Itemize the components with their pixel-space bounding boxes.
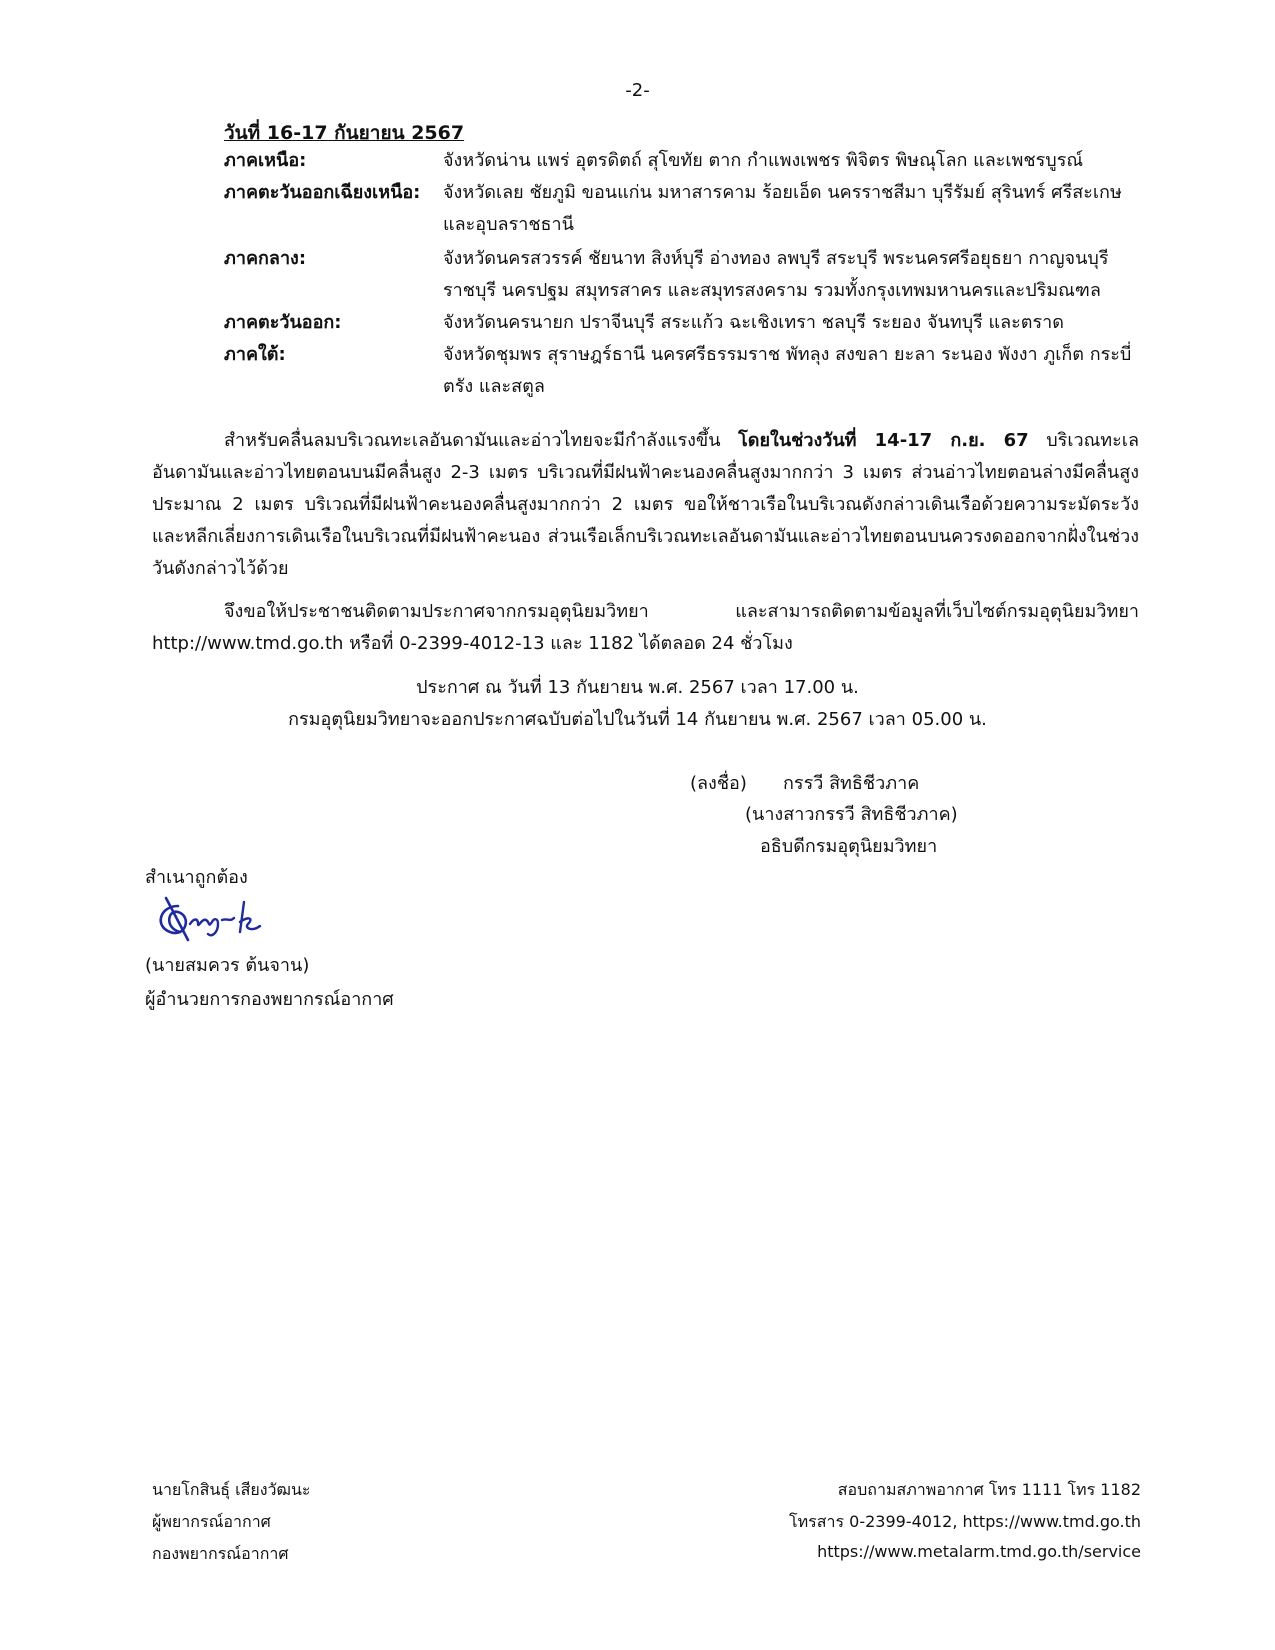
footer-division: กองพยากรณ์อากาศ [152,1544,289,1563]
footer-forecaster-title: ผู้พยากรณ์อากาศ [152,1512,271,1531]
region-line: จังหวัดน่าน แพร่ อุตรดิตถ์ สุโขทัย ตาก กำแพงเพชร พิจิตร พิษณุโลก และเพชรบูรณ์ [443,150,1084,171]
region-line: จังหวัดเลย ชัยภูมิ ขอนแก่น มหาสารคาม ร้อยเอ็ด นครราชสีมา บุรีรัมย์ สุรินทร์ ศรีสะเกษ [443,182,1122,203]
wave-paragraph-text: บริเวณทะเลอันดามันและอ่าวไทยตอนบนมีคลื่นสูง 2-3 เมตร บริเวณที่มีฝนฟ้าคะนองคลื่นสูงมากกว่า 3 เมตร ส่วนอ่าวไทยตอนล่างมีคลื่นสูงประมาณ 2 เมตร บริเวณที่มีฝนฟ้าคะนองคลื่นสูงมากกว่า 2 เมตร ขอให้ชาวเรือในบริเวณดังกล่าวเดินเรือด้วยความระมัดระวังและหลีกเลี่ยงการเดินเรือในบริเวณที่มีฝนฟ้าคะนอง ส่วนเรือเล็กบริเวณทะเลอันดามันและอ่าวไทยตอนบนควรงดออกจากฝั่งในช่วงวันดังกล่าวไว้ด้วย [152,430,1139,579]
region-provinces-east [443,307,1143,339]
signer-position: อธิบดีกรมอุตุนิยมวิทยา [760,836,938,857]
wave-paragraph-bold: โดยในช่วงวันที่ 14-17 ก.ย. 67 [738,430,1029,451]
announce-line: ประกาศ ณ วันที่ 13 กันยายน พ.ศ. 2567 เวลา 17.00 น. [416,677,859,698]
footer-fax-website: โทรสาร 0-2399-4012, https://www.tmd.go.th [789,1512,1141,1531]
region-label-east: ภาคตะวันออก: [224,312,342,333]
certified-label: สำเนาถูกต้อง [145,867,248,888]
signed-name: กรรวี สิทธิชีวภาค [783,773,920,794]
region-provinces-south [443,339,1143,403]
region-line: และอุบลราชธานี [443,214,574,235]
follow-paragraph [152,596,1139,660]
follow-paragraph-text: จึงขอให้ประชาชนติดตามประกาศจากกรมอุตุนิยมวิทยา และสามารถติดตามข้อมูลที่เว็บไซต์กรมอุตุนิยมวิทยา http://www.tmd.go.th หรือที่ 0-2399-4012-13 และ 1182 ได้ตลอด 24 ชั่วโมง [152,601,1139,654]
region-line: จังหวัดชุมพร สุราษฎร์ธานี นครศรีธรรมราช พัทลุง สงขลา ยะลา ระนอง พังงา ภูเก็ต กระบี่ [443,344,1132,365]
wave-paragraph [152,425,1139,585]
region-provinces-central [443,243,1143,307]
region-line: จังหวัดนครนายก ปราจีนบุรี สระแก้ว ฉะเชิงเทรา ชลบุรี ระยอง จันทบุรี และตราด [443,312,1064,333]
footer-forecaster-name: นายโกสินธุ์ เสียงวัฒนะ [152,1480,311,1499]
region-label-north: ภาคเหนือ: [224,150,307,171]
region-line: จังหวัดนครสวรรค์ ชัยนาท สิงห์บุรี อ่างทอง ลพบุรี สระบุรี พระนครศรีอยุธยา กาญจนบุรี [443,248,1109,269]
region-provinces-north [443,145,1143,177]
date-heading: วันที่ 16-17 กันยายน 2567 [224,122,465,144]
certifier-position: ผู้อำนวยการกองพยากรณ์อากาศ [145,989,394,1010]
footer-phone: สอบถามสภาพอากาศ โทร 1111 โทร 1182 [837,1480,1141,1499]
region-label-south: ภาคใต้: [224,344,286,365]
region-line: ตรัง และสตูล [443,376,545,397]
certifier-name: (นายสมควร ต้นจาน) [145,955,310,976]
signer-full-name: (นางสาวกรรวี สิทธิชีวภาค) [745,804,958,825]
region-label-northeast: ภาคตะวันออกเฉียงเหนือ: [224,182,421,203]
page-number: -2- [625,80,650,101]
footer-metalarm-link[interactable]: https://www.metalarm.tmd.go.th/service [817,1542,1141,1561]
handwritten-signature [148,888,278,948]
region-provinces-northeast [443,177,1143,241]
region-line: ราชบุรี นครปฐม สมุทรสาคร และสมุทรสงคราม รวมทั้งกรุงเทพมหานครและปริมณฑล [443,280,1101,301]
signed-prefix: (ลงชื่อ) [690,773,747,794]
next-issue-line: กรมอุตุนิยมวิทยาจะออกประกาศฉบับต่อไปในวันที่ 14 กันยายน พ.ศ. 2567 เวลา 05.00 น. [288,709,987,730]
region-label-central: ภาคกลาง: [224,248,307,269]
wave-paragraph-text: สำหรับคลื่นลมบริเวณทะเลอันดามันและอ่าวไทยจะมีกำลังแรงขึ้น [224,430,739,451]
